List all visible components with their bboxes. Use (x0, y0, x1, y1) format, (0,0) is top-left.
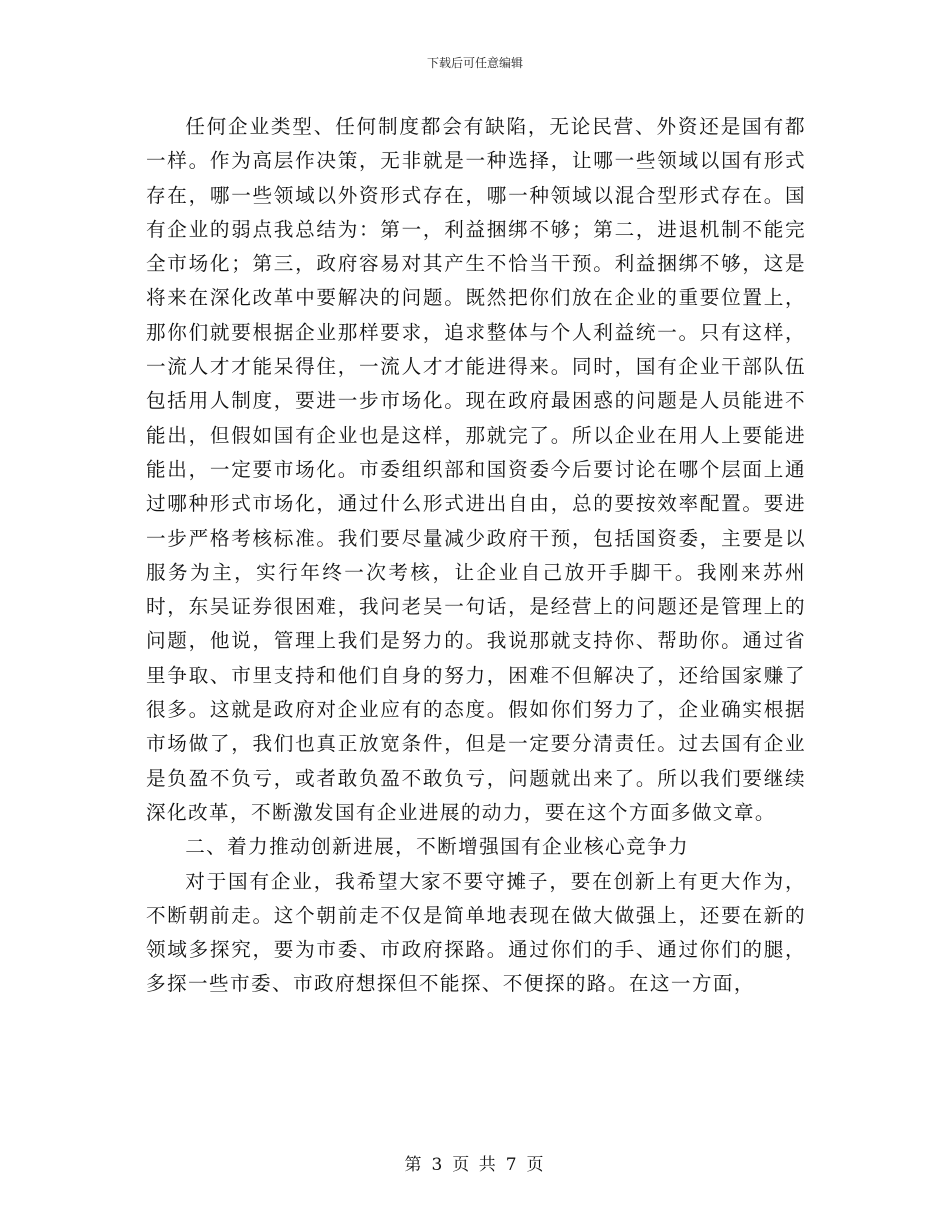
section-heading: 二、着力推动创新进展，不断增强国有企业核心竞争力 (185, 835, 690, 859)
footer-mid: 页 共 (452, 1155, 498, 1175)
body-paragraph-1: 任何企业类型、任何制度都会有缺陷，无论民营、外资还是国有都一样。作为高层作决策，无非就是一种选择，让哪一些领域以国有形式存在，哪一些领域以外资形式存在，哪一种领域以混合型形式存在。国有企业的弱点我总结为：第一，利益捆绑不够；第二，进退机制不能完全市场化；第三，政府容易对其产生不恰当干预。利益捆绑不够，这是将来在深化改革中要解决的问题。既然把你们放在企业的重要位置上，那你们就要根据企业那样要求，追求整体与个人利益统一。只有这样，一流人才才能呆得住，一流人才才能进得来。同时，国有企业干部队伍包括用人制度，要进一步市场化。现在政府最困惑的问题是人员能进不能出，但假如国有企业也是这样，那就完了。所以企业在用人上要能进能出，一定要市场化。市委组织部和国资委今后要讨论在哪个层面上通过哪种形式市场化，通过什么形式进出自由，总的要按效率配置。要进一步严格考核标准。我们要尽量减少政府干预，包括国资委，主要是以服务为主，实行年终一次考核，让企业自己放开手脚干。我刚来苏州时，东吴证券很困难，我问老吴一句话，是经营上的问题还是管理上的问题，他说，管理上我们是努力的。我说那就支持你、帮助你。通过省里争取、市里支持和他们自身的努力，困难不但解决了，还给国家赚了很多。这就是政府对企业应有的态度。假如你们努力了，企业确实根据市场做了，我们也真正放宽条件，但是一定要分清责任。过去国有企业是负盈不负亏，或者敢负盈不敢负亏，问题就出来了。所以我们要继续深化改革，不断激发国有企业进展的动力，要在这个方面多做文章。 (146, 115, 806, 824)
footer-total-pages: 7 (505, 1155, 519, 1175)
document-body (146, 110, 806, 1002)
footer-prefix: 第 (404, 1155, 424, 1175)
page-footer (0, 1150, 950, 1175)
page-header-note: 下载后可任意编辑 (426, 56, 523, 70)
footer-suffix: 页 (526, 1155, 546, 1175)
footer-current-page: 3 (431, 1155, 445, 1175)
body-paragraph-2: 对于国有企业，我希望大家不要守摊子，要在创新上有更大作为，不断朝前走。这个朝前走不仅是简单地表现在做大做强上，还要在新的领域多探究，要为市委、市政府探路。通过你们的手、通过你们的腿，多探一些市委、市政府想探但不能探、不便探的路。在这一方面， (146, 869, 806, 996)
